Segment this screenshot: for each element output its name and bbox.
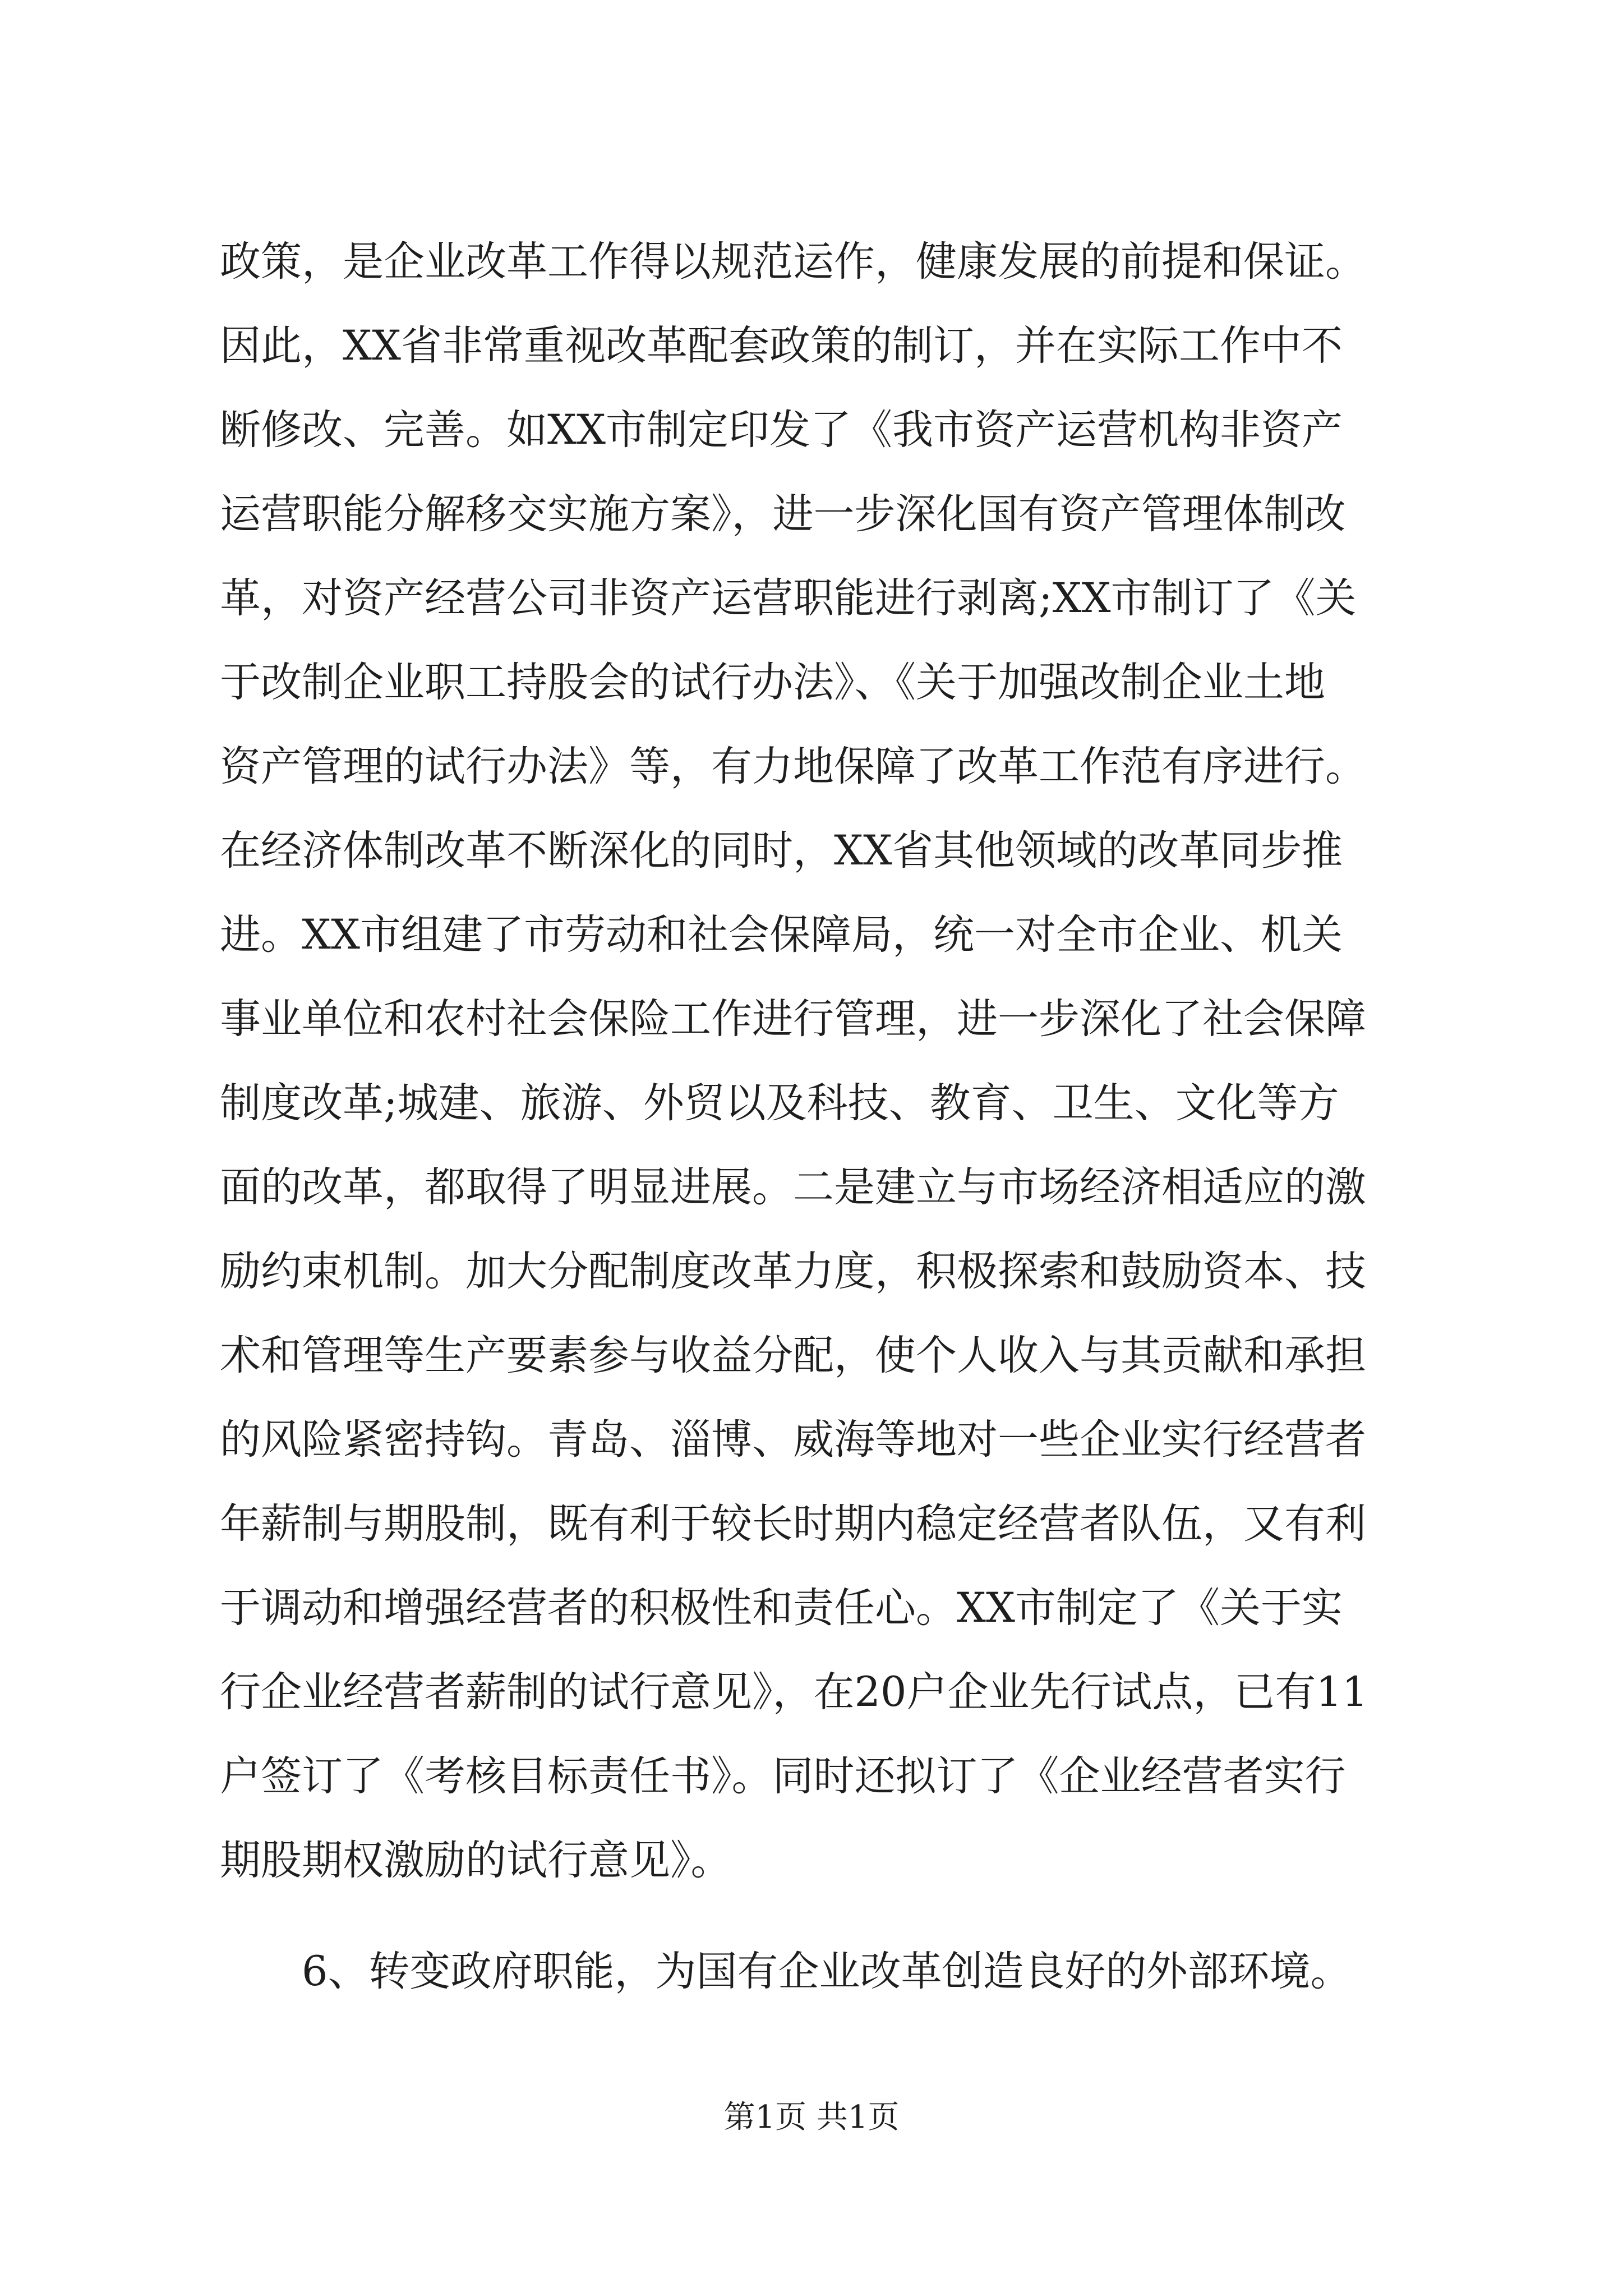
text-line: 的风险紧密持钩。青岛、淄博、威海等地对一些企业实行经营者: [220, 1416, 1366, 1464]
text-line: 于调动和增强经营者的积极性和责任心。XX市制定了《关于实: [220, 1584, 1343, 1632]
text-line: 政策，是企业改革工作得以规范运作，健康发展的前提和保证。: [220, 238, 1366, 286]
text-line: 面的改革，都取得了明显进展。二是建立与市场经济相适应的激: [220, 1163, 1366, 1211]
document-body: [220, 220, 1414, 2014]
text-line: 断修改、完善。如XX市制定印发了《我市资产运营机构非资产: [220, 406, 1343, 454]
text-line: 期股期权激励的试行意见》。: [220, 1837, 732, 1884]
text-line: 运营职能分解移交实施方案》，进一步深化国有资产管理体制改: [220, 490, 1346, 538]
text-line: 年薪制与期股制，既有利于较长时期内稳定经营者队伍，又有利: [220, 1500, 1366, 1548]
text-line: 资产管理的试行办法》等，有力地保障了改革工作范有序进行。: [220, 743, 1366, 790]
text-line: 进。XX市组建了市劳动和社会保障局，统一对全市企业、机关: [220, 911, 1343, 959]
section-heading: 6、转变政府职能，为国有企业改革创造良好的外部环境。: [302, 1948, 1352, 1995]
text-line: 在经济体制改革不断深化的同时，XX省其他领域的改革同步推: [220, 827, 1343, 875]
text-line: 术和管理等生产要素参与收益分配，使个人收入与其贡献和承担: [220, 1332, 1366, 1379]
text-line: 励约束机制。加大分配制度改革力度，积极探索和鼓励资本、技: [220, 1248, 1366, 1295]
text-line: 行企业经营者薪制的试行意见》，在20户企业先行试点，已有11: [220, 1668, 1368, 1716]
text-line: 革，对资产经营公司非资产运营职能进行剥离;XX市制订了《关: [220, 574, 1357, 622]
text-line: 户签订了《考核目标责任书》。同时还拟订了《企业经营者实行: [220, 1752, 1346, 1800]
page-number-footer: 第1页 共1页: [723, 2099, 900, 2136]
text-line: 事业单位和农村社会保险工作进行管理，进一步深化了社会保障: [220, 995, 1366, 1043]
paragraph-gap: [220, 1903, 1414, 1930]
text-line: 于改制企业职工持股会的试行办法》、《关于加强改制企业土地: [220, 659, 1325, 706]
text-line: 制度改革;城建、旅游、外贸以及科技、教育、卫生、文化等方: [220, 1079, 1339, 1127]
text-line: 因此，XX省非常重视改革配套政策的制订，并在实际工作中不: [220, 322, 1343, 370]
